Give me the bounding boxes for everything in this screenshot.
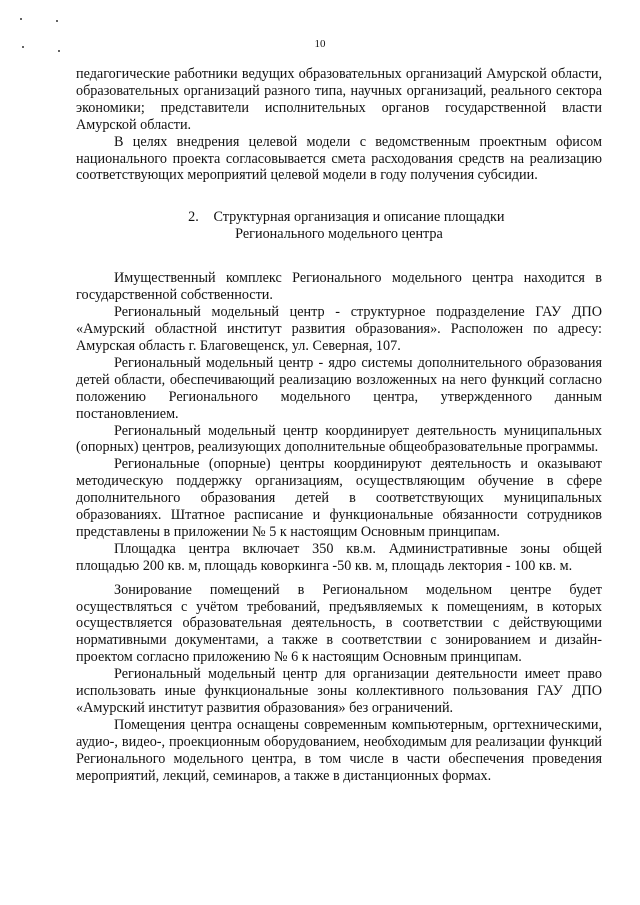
paragraph: Имущественный комплекс Регионального модельного центра находится в государственной собственности. <box>76 270 602 304</box>
section-title-line1: Структурная организация и описание площадки <box>213 209 505 226</box>
section-title-line2: Регионального модельного центра <box>235 226 443 243</box>
page-number: 10 <box>314 38 326 50</box>
paragraph: Региональный модельный центр - структурное подразделение ГАУ ДПО «Амурский областной институт развития образования». Расположен по адресу: Амурская область г. Благовещенск, ул. Северная, 107. <box>76 304 602 354</box>
paragraph: Региональный модельный центр - ядро системы дополнительного образования детей области, обеспечивающий реализацию возложенных на него функций согласно положению Регионального модельного центра, утвержденного данным постановлением. <box>76 354 602 422</box>
paragraph: Помещения центра оснащены современным компьютерным, оргтехническими, аудио-, видео-, проекционным оборудованием, необходимым для реализации функций Регионального модельного центра, в том числе в части обеспечения проведения мероприятий, лекций, семинаров, а также в дистанционных формах. <box>76 716 602 784</box>
section-number: 2. <box>188 209 199 226</box>
paragraph: В целях внедрения целевой модели с ведомственным проектным офисом национального проекта согласовывается смета расходования средств на реализацию соответствующих мероприятий целевой модели в году получения субсидии. <box>76 133 602 184</box>
document-body <box>76 66 602 785</box>
paragraph: Региональный модельный центр координирует деятельность муниципальных (опорных) центров, реализующих дополнительные общеобразовательные программы. <box>76 422 602 456</box>
paragraph: Региональные (опорные) центры координируют деятельность и оказывают методическую поддержку организациям, осуществляющим обучение в сфере дополнительного образования детей в соответствующих муниципальных образованиях. Штатное расписание и функциональные обязанности сотрудников представлены в приложении № 5 к настоящим Основным принципам. <box>76 456 602 540</box>
paragraph: Зонирование помещений в Региональном модельном центре будет осуществляться с учётом требований, предъявляемых к помещениям, в которых осуществляется образовательная деятельность, в соответствии с действующими нормативными документами, а также в соответствии с зонированием и дизайн-проектом согласно приложению № 6 к настоящим Основным принципам. <box>76 581 602 666</box>
section-heading <box>76 209 602 243</box>
paragraph: Региональный модельный центр для организации деятельности имеет право использовать иные функциональные зоны коллективного пользования ГАУ ДПО «Амурский институт развития образования» без ограничений. <box>76 666 602 716</box>
paragraph: Площадка центра включает 350 кв.м. Административные зоны общей площадью 200 кв. м, площадь коворкинга -50 кв. м, площадь лектория - 100 кв. м. <box>76 540 602 574</box>
paragraph: педагогические работники ведущих образовательных организаций Амурской области, образовательных организаций разного типа, научных организаций, реального сектора экономики; представители исполнительных органов государственной власти Амурской области. <box>76 66 602 133</box>
